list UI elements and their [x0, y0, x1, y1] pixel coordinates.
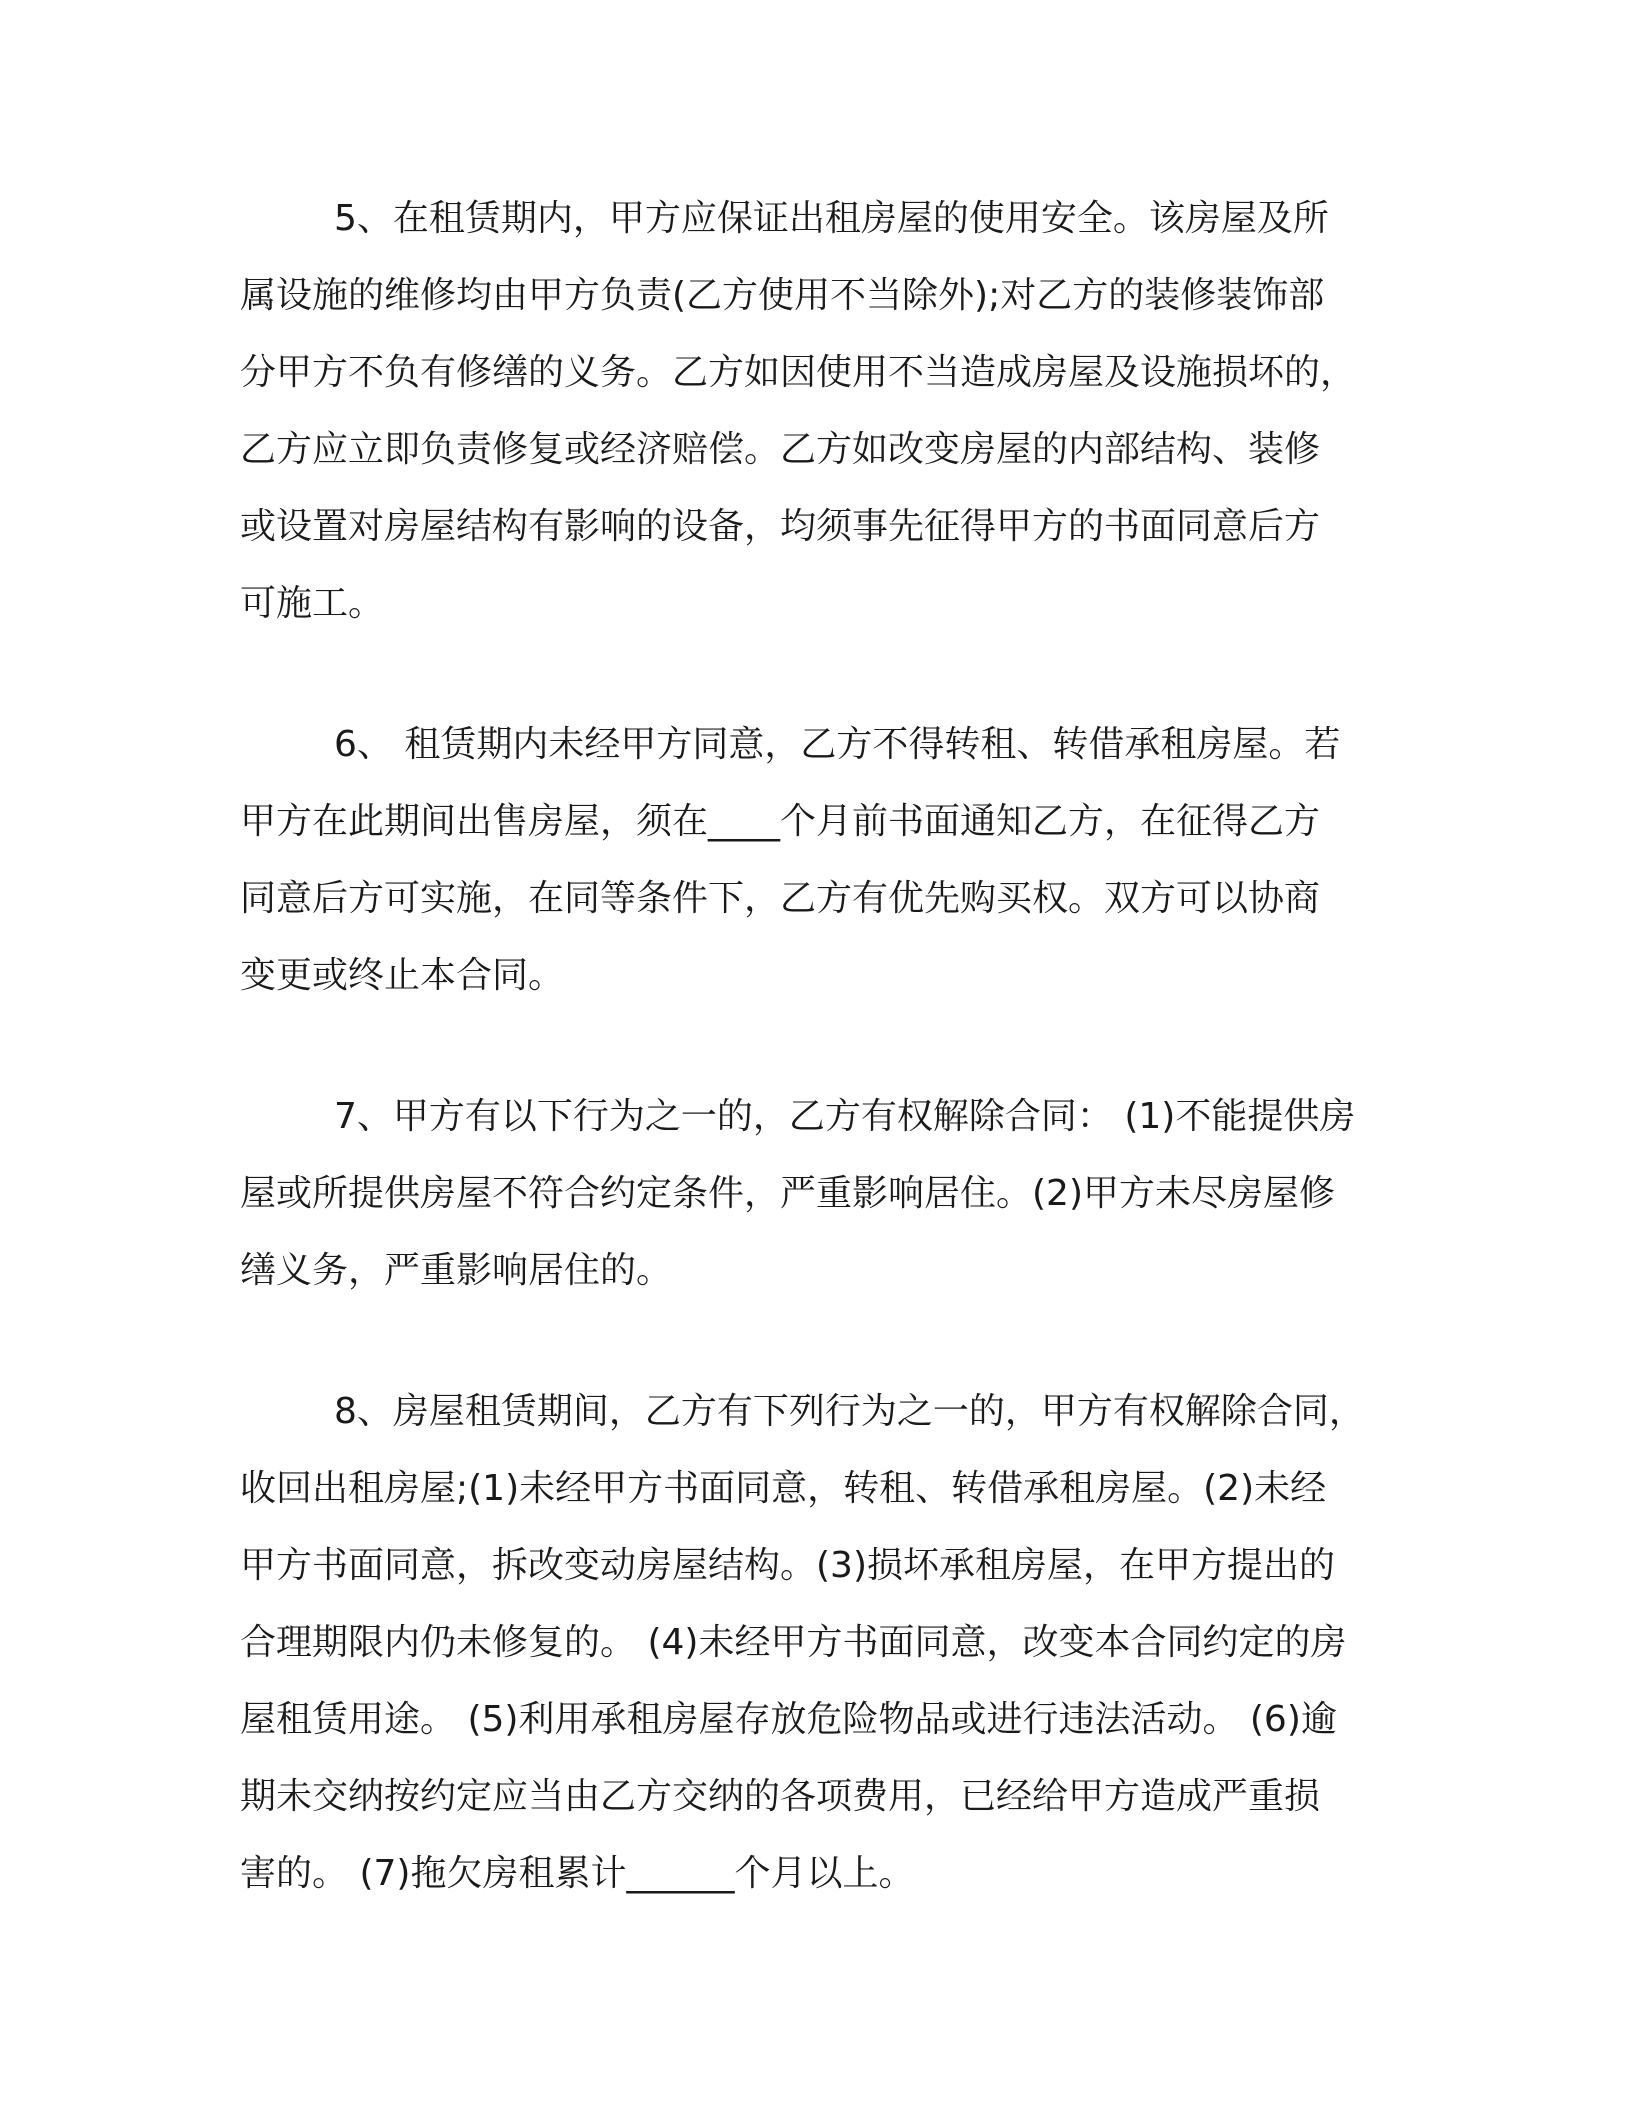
text-line: 变更或终止本合同。 [240, 955, 565, 996]
clause-7 [240, 1078, 1380, 1309]
text-line: 害的。 (7)拖欠房租累计______个月以上。 [240, 1853, 915, 1894]
text-line: 分甲方不负有修缮的义务。乙方如因使用不当造成房屋及设施损坏的， [240, 352, 1357, 393]
text-line: 甲方书面同意，拆改变动房屋结构。(3)损坏承租房屋，在甲方提出的 [240, 1545, 1335, 1586]
clause-8 [240, 1373, 1380, 1912]
text-line: 属设施的维修均由甲方负责(乙方使用不当除外);对乙方的装修装饰部 [240, 275, 1325, 316]
text-line: 甲方在此期间出售房屋，须在____个月前书面通知乙方，在征得乙方 [240, 801, 1321, 842]
clause-5 [240, 180, 1380, 642]
text-line: 6、 租赁期内未经甲方同意，乙方不得转租、转借承租房屋。若 [334, 724, 1341, 765]
text-line: 同意后方可实施，在同等条件下，乙方有优先购买权。双方可以协商 [240, 878, 1321, 919]
text-line: 屋或所提供房屋不符合约定条件，严重影响居住。(2)甲方未尽房屋修 [240, 1173, 1335, 1214]
document-page [240, 180, 1380, 1976]
text-line: 屋租赁用途。 (5)利用承租房屋存放危险物品或进行违法活动。 (6)逾 [240, 1699, 1337, 1740]
text-line: 期未交纳按约定应当由乙方交纳的各项费用，已经给甲方造成严重损 [240, 1776, 1321, 1817]
text-line: 乙方应立即负责修复或经济赔偿。乙方如改变房屋的内部结构、装修 [240, 429, 1321, 470]
clause-6 [240, 706, 1380, 1014]
text-line: 缮义务，严重影响居住的。 [240, 1250, 673, 1291]
text-line: 5、在租赁期内，甲方应保证出租房屋的使用安全。该房屋及所 [334, 198, 1329, 239]
text-line: 7、甲方有以下行为之一的，乙方有权解除合同： (1)不能提供房 [334, 1096, 1356, 1137]
text-line: 合理期限内仍未修复的。 (4)未经甲方书面同意，改变本合同约定的房 [240, 1622, 1347, 1663]
text-line: 8、房屋租赁期间，乙方有下列行为之一的，甲方有权解除合同， [334, 1391, 1365, 1432]
text-line: 或设置对房屋结构有影响的设备，均须事先征得甲方的书面同意后方 [240, 506, 1321, 547]
text-line: 收回出租房屋;(1)未经甲方书面同意，转租、转借承租房屋。(2)未经 [240, 1468, 1327, 1509]
text-line: 可施工。 [240, 583, 385, 624]
